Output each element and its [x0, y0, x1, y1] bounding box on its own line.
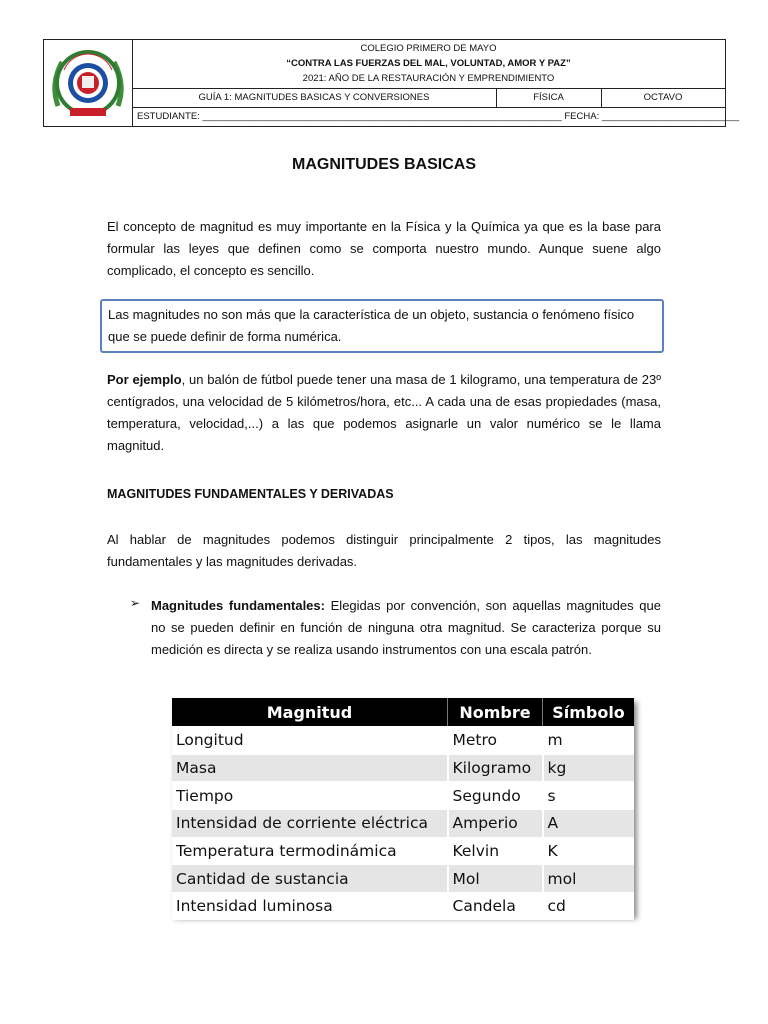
cell-nombre: Mol — [448, 865, 543, 893]
intro-paragraph: El concepto de magnitud es muy importante en la Física y la Química ya que es la base para formular las leyes que definen como se comporta nuestro mundo. Aunque suene algo complicado, el concepto es sencillo. — [107, 219, 661, 278]
example-paragraph — [107, 369, 661, 457]
cell-simbolo: K — [543, 837, 635, 865]
fundamental-text: Elegidas por convención, son aquellas magnitudes que no se pueden definir en función de ninguna otra magnitud. Se caracteriza porque su medición es directa y se realiza usando instrumentos con una escala patrón. — [151, 598, 661, 657]
cell-magnitud: Tiempo — [172, 782, 448, 810]
cell-simbolo: cd — [543, 893, 635, 920]
types-paragraph: Al hablar de magnitudes podemos distinguir principalmente 2 tipos, las magnitudes fundamentales y las magnitudes derivadas. — [107, 532, 661, 569]
table-row — [172, 893, 634, 920]
arrow-bullet-icon: ➢ — [130, 596, 141, 610]
cell-simbolo: m — [543, 727, 635, 755]
cell-nombre: Metro — [448, 727, 543, 755]
fundamental-lead: Magnitudes fundamentales: — [151, 598, 325, 613]
example-lead: Por ejemplo — [107, 372, 182, 387]
cell-nombre: Segundo — [448, 782, 543, 810]
table-row — [172, 810, 634, 838]
subject: FÍSICA — [496, 89, 602, 107]
cell-nombre: Kelvin — [448, 837, 543, 865]
year-line: 2021: AÑO DE LA RESTAURACIÓN Y EMPRENDIMIENTO — [302, 73, 555, 84]
example-text: , un balón de fútbol puede tener una masa de 1 kilogramo, una temperatura de 23º centígrados, una velocidad de 5 kilómetros/hora, etc... A cada una de esas propiedades (masa, temperatura, velocidad,...) a las que podemos asignarle un valor numérico se le llama magnitud. — [107, 372, 661, 453]
definition-box: Las magnitudes no son más que la característica de un objeto, sustancia o fenómeno físico que se puede definir de forma numérica. — [100, 299, 664, 353]
cell-nombre: Amperio — [448, 810, 543, 838]
student-row — [132, 107, 740, 126]
page-title: MAGNITUDES BASICAS — [291, 156, 476, 173]
guide-row — [132, 88, 725, 108]
cell-magnitud: Temperatura termodinámica — [172, 837, 448, 865]
document-header — [43, 39, 740, 127]
col-simbolo: Símbolo — [543, 698, 635, 727]
cell-simbolo: kg — [543, 754, 635, 782]
date-field[interactable]: FECHA: __________________________ — [564, 111, 740, 122]
cell-magnitud: Intensidad luminosa — [172, 893, 448, 920]
table-header-row — [172, 698, 634, 727]
magnitudes-table — [172, 698, 634, 915]
col-nombre: Nombre — [448, 698, 543, 727]
cell-simbolo: A — [543, 810, 635, 838]
cell-magnitud: Intensidad de corriente eléctrica — [172, 810, 448, 838]
table-row — [172, 782, 634, 810]
col-magnitud: Magnitud — [172, 698, 448, 727]
cell-nombre: Kilogramo — [448, 754, 543, 782]
table-row — [172, 837, 634, 865]
table-row — [172, 754, 634, 782]
school-name: COLEGIO PRIMERO DE MAYO — [360, 43, 497, 54]
grade: OCTAVO — [643, 92, 683, 103]
school-crest-icon — [44, 40, 132, 126]
student-field[interactable]: ESTUDIANTE: ____________________________________________________________________ — [137, 111, 562, 122]
guide-title: GUÍA 1: MAGNITUDES BASICAS Y CONVERSIONES — [132, 89, 497, 107]
fundamental-paragraph — [151, 595, 661, 661]
table-row — [172, 865, 634, 893]
cell-simbolo: mol — [543, 865, 635, 893]
cell-nombre: Candela — [448, 893, 543, 920]
table-row — [172, 727, 634, 755]
section-subtitle: MAGNITUDES FUNDAMENTALES Y DERIVADAS — [107, 487, 394, 501]
cell-magnitud: Longitud — [172, 727, 448, 755]
school-logo-cell — [44, 40, 133, 126]
cell-magnitud: Cantidad de sustancia — [172, 865, 448, 893]
cell-simbolo: s — [543, 782, 635, 810]
cell-magnitud: Masa — [172, 754, 448, 782]
school-motto: “CONTRA LAS FUERZAS DEL MAL, VOLUNTAD, AMOR Y PAZ” — [286, 58, 571, 69]
